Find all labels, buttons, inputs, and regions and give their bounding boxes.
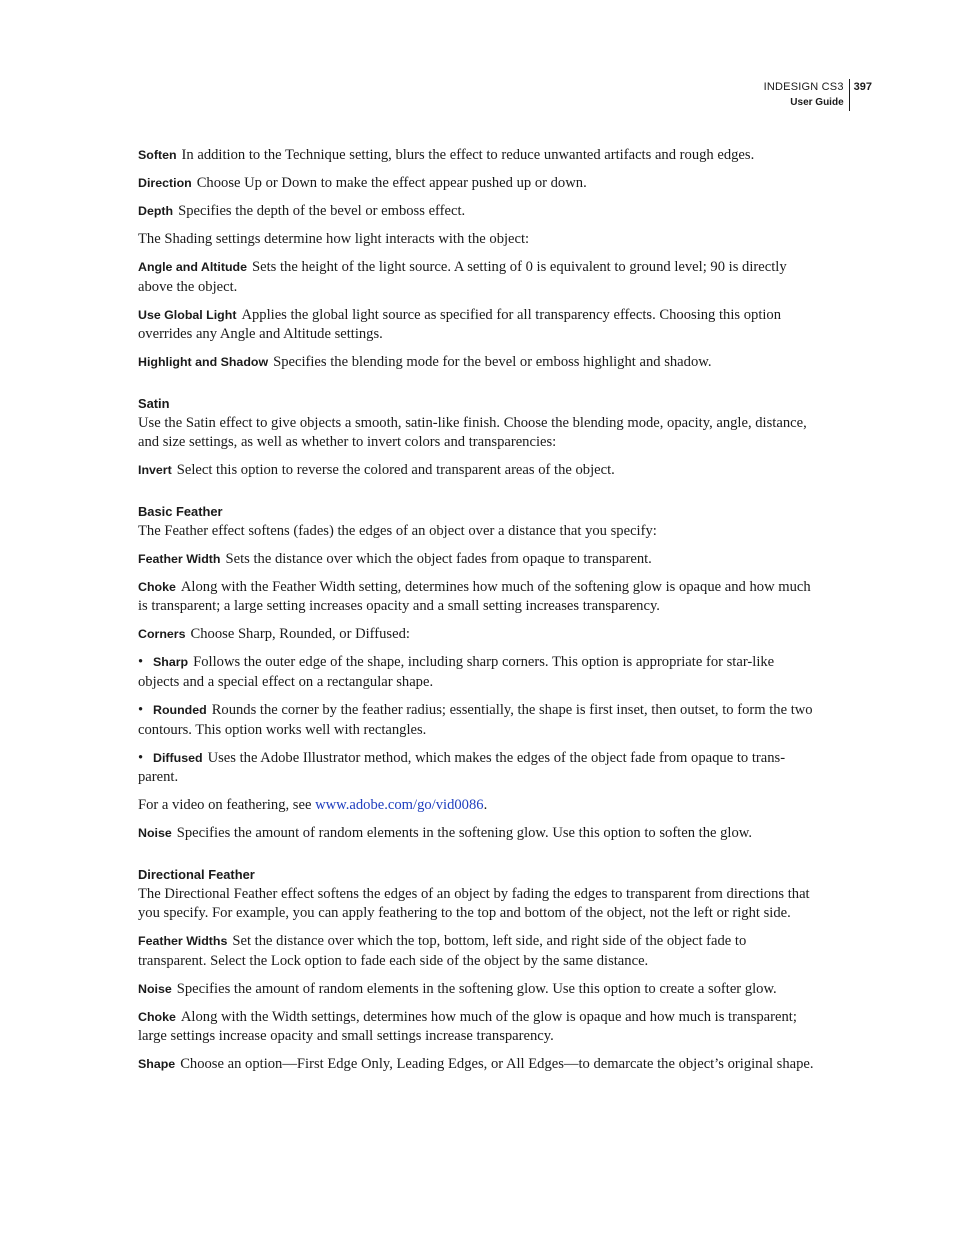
term-description: Sets the height of the light source. A setting of 0 is equivalent to ground level; 90 is directly above the object. [138, 258, 787, 295]
term-description: Along with the Width settings, determines how much of the glow is opaque and how much is transparent; large settings increase opacity and small settings increase transparency. [138, 1008, 797, 1045]
heading-directional-feather: Directional Feather [138, 866, 255, 882]
term-label: Invert [138, 463, 172, 478]
item-soften [138, 146, 818, 166]
item-noise-directional [138, 980, 818, 1000]
item-noise [138, 824, 818, 844]
bullet-marker: • [138, 701, 144, 718]
term-description: Specifies the amount of random elements in the softening glow. Use this option to create a softer glow. [176, 980, 777, 997]
bullet-marker: • [138, 749, 144, 766]
item-angle-altitude [138, 258, 818, 297]
term-label: Noise [138, 981, 172, 996]
item-shape [138, 1055, 818, 1075]
item-feather-width [138, 550, 818, 570]
term-description: Rounds the corner by the feather radius; essentially, the shape is first inset, then outset, to form the two contours. This option works well with rectangles. [138, 701, 813, 738]
heading-satin: Satin [138, 395, 170, 411]
item-choke [138, 578, 818, 617]
term-label: Corners [138, 627, 186, 642]
item-invert [138, 461, 818, 481]
term-description: Select this option to reverse the colored and transparent areas of the object. [176, 462, 615, 479]
term-description: Choose Up or Down to make the effect appear pushed up or down. [196, 174, 587, 191]
item-use-global-light [138, 306, 818, 345]
term-label: Noise [138, 826, 172, 841]
heading-basic-feather: Basic Feather [138, 503, 223, 519]
term-label: Direction [138, 175, 192, 190]
term-description: Choose an option—First Edge Only, Leading Edges, or All Edges—to demarcate the object’s original shape. [180, 1056, 814, 1073]
page-number: 397 [853, 81, 872, 93]
term-label: Diffused [153, 750, 203, 765]
term-description: In addition to the Technique setting, blurs the effect to reduce unwanted artifacts and rough edges. [181, 147, 755, 163]
term-label: Rounded [153, 702, 207, 717]
item-corners [138, 625, 818, 645]
term-label: Choke [138, 579, 176, 594]
page-body [138, 146, 818, 1075]
term-label: Angle and Altitude [138, 259, 247, 274]
term-description: Specifies the depth of the bevel or emboss effect. [178, 202, 466, 219]
item-direction [138, 174, 818, 194]
term-description: Specifies the blending mode for the bevel or emboss highlight and shadow. [273, 354, 712, 371]
term-description: Applies the global light source as specified for all transparency effects. Choosing this option overrides any Angle and Altitude settings. [138, 306, 782, 343]
video-suffix: . [483, 797, 488, 814]
term-label: Feather Width [138, 551, 221, 566]
term-description: Follows the outer edge of the shape, including sharp corners. This option is appropriate for star-like objects and a special effect on a rectangular shape. [138, 654, 775, 690]
term-description: Sets the distance over which the object fades from opaque to transparent. [225, 550, 652, 567]
video-link[interactable]: www.adobe.com/go/vid0086 [315, 797, 484, 814]
term-label: Sharp [153, 655, 189, 670]
term-description: Choose Sharp, Rounded, or Diffused: [190, 626, 410, 643]
bullet-diffused [138, 749, 818, 788]
bullet-marker: • [138, 654, 144, 671]
directional-feather-intro: The Directional Feather effect softens the edges of an object by fading the edges to transparent from directions that you specify. For example, you can apply feathering to the top and bottom of the object, not the left or right side. [138, 885, 810, 922]
term-label: Soften [138, 148, 177, 162]
product-name: INDESIGN CS3 [763, 81, 844, 93]
video-prefix: For a video on feathering, see [138, 797, 316, 814]
guide-name: User Guide [790, 97, 844, 108]
bullet-rounded [138, 701, 818, 740]
term-description: Specifies the amount of random elements in the softening glow. Use this option to soften the glow. [176, 825, 753, 842]
shading-intro: The Shading settings determine how light interacts with the object: [138, 230, 530, 247]
running-header [764, 79, 872, 111]
term-description: Along with the Feather Width setting, determines how much of the softening glow is opaque and how much is transparent; a large setting increases opacity and a small setting increases transparency. [138, 578, 811, 615]
term-label: Feather Widths [138, 934, 228, 949]
item-highlight-shadow [138, 353, 818, 373]
satin-intro: Use the Satin effect to give objects a smooth, satin-like finish. Choose the blending mode, opacity, angle, distance, and size settings, as well as whether to invert colors and transparencies: [138, 414, 807, 451]
term-label: Depth [138, 203, 174, 218]
item-depth [138, 202, 818, 222]
item-feather-widths [138, 932, 818, 971]
video-note [138, 796, 818, 816]
bullet-sharp [138, 653, 818, 692]
term-label: Shape [138, 1057, 176, 1072]
term-label: Choke [138, 1009, 176, 1024]
term-label: Highlight and Shadow [138, 355, 269, 370]
basic-feather-intro: The Feather effect softens (fades) the edges of an object over a distance that you specify: [138, 522, 657, 539]
term-description: Set the distance over which the top, bottom, left side, and right side of the object fade to transparent. Select the Lock option to fade each side of the object by the same distance. [138, 933, 747, 969]
item-choke-directional [138, 1008, 818, 1047]
header-titles [764, 79, 849, 111]
term-description: Uses the Adobe Illustrator method, which makes the edges of the object fade from opaque to trans-parent. [138, 749, 786, 786]
term-label: Use Global Light [138, 307, 237, 322]
